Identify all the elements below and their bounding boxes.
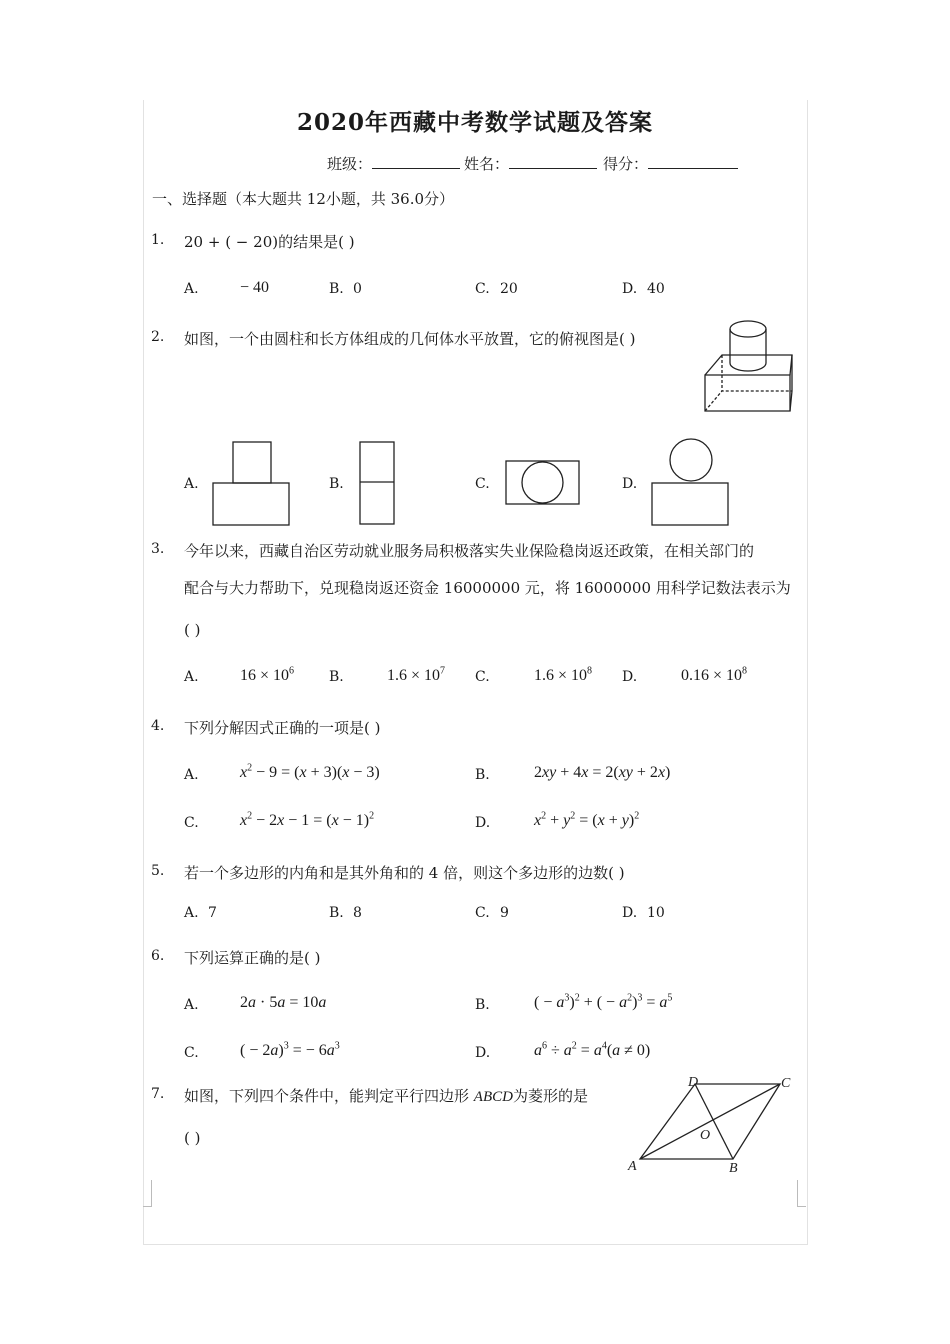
option-formula: $a^6 \div a^2 = a^4(a \ne 0)$ [534, 1040, 651, 1059]
outer-rect [506, 461, 579, 504]
score-label: 得分： [603, 155, 649, 173]
cylinder-bottom [730, 363, 766, 371]
rhombus-figure [625, 1072, 800, 1177]
bottom-rect [652, 483, 728, 525]
diagonal-ac [640, 1084, 780, 1159]
question-line: 配合与大力帮助下，兑现稳岗返还资金 16000000 元，将 16000000 用科学记数法表示为 [184, 579, 791, 597]
option-label: C. [184, 815, 199, 831]
question-line: 今年以来，西藏自治区劳动就业服务局积极落实失业保险稳岗返还政策，在相关部门的 [184, 542, 755, 560]
option-formula: $x^2 - 9 = (x + 3)(x - 3)$ [240, 762, 380, 781]
option-value: − 40 [240, 279, 270, 296]
question-number: 3. [151, 541, 165, 557]
option-value: 9 [500, 905, 509, 921]
option-label: B. [329, 905, 344, 921]
option-label: B. [329, 281, 344, 297]
option-formula: 2xy + 4x = 2(xy + 2x) [534, 764, 671, 781]
option-label: A. [184, 767, 199, 783]
option-label: D. [475, 815, 491, 831]
option-value: $1.6 \times 10^8$ [534, 665, 593, 684]
question-number: 5. [151, 863, 165, 879]
option-label: D. [475, 1045, 491, 1061]
question-text: 下列运算正确的是( ) [184, 949, 321, 967]
option-b-figure [359, 441, 395, 526]
name-label: 姓名： [464, 155, 510, 173]
cylinder-top [730, 321, 766, 337]
option-a-figure [212, 441, 290, 526]
name-blank[interactable] [509, 152, 597, 169]
option-c-figure [505, 460, 581, 506]
diagonal-bd [695, 1084, 733, 1159]
class-blank[interactable] [372, 152, 460, 169]
vertex-label-b: B [729, 1161, 738, 1176]
large-rect [213, 483, 289, 525]
option-formula: ( − 2a)$^3$ = − $6a^3$ [240, 1040, 340, 1059]
name-field [464, 152, 597, 174]
question-text: 如图，下列四个条件中，能判定平行四边形 ABCD为菱形的是 [184, 1087, 588, 1105]
option-value: $1.6 \times 10^7$ [387, 665, 446, 684]
option-formula: 2a · 5a = 10a [240, 994, 327, 1011]
question-text: 若一个多边形的内角和是其外角和的 4 倍，则这个多边形的边数( ) [184, 864, 625, 882]
tall-rect [360, 442, 394, 524]
option-value: 8 [353, 905, 362, 921]
question-number: 4. [151, 718, 165, 734]
top-circle [670, 439, 712, 481]
option-label: A. [184, 997, 199, 1013]
solid-figure [700, 315, 800, 415]
option-label: C. [475, 281, 490, 297]
box-hidden-edges [705, 391, 792, 411]
option-label: B. [329, 476, 344, 492]
option-label: A. [184, 476, 199, 492]
small-square [233, 442, 271, 483]
section-heading: 一、选择题（本大题共 12小题，共 36.0分） [152, 190, 455, 208]
option-label: D. [622, 669, 638, 685]
option-label: C. [184, 1045, 199, 1061]
option-label: A. [184, 669, 199, 685]
crop-mark-left [143, 1180, 152, 1207]
option-label: B. [329, 669, 344, 685]
option-value: 0 [353, 281, 362, 297]
option-value: $0.16 \times 10^8$ [681, 665, 748, 684]
option-value: 40 [647, 281, 665, 297]
option-label: B. [475, 997, 490, 1013]
option-formula: $x^2 + y^2 = (x + y)^2$ [534, 810, 640, 829]
question-text: 如图，一个由圆柱和长方体组成的几何体水平放置，它的俯视图是( ) [184, 330, 636, 348]
answer-paren: ( ) [184, 621, 201, 639]
answer-paren: ( ) [184, 1129, 201, 1147]
option-label: C. [475, 669, 490, 685]
vertex-label-a: A [628, 1159, 637, 1174]
question-number: 2. [151, 329, 165, 345]
option-value: $16 \times 10^6$ [240, 665, 295, 684]
document-title: 2020年西藏中考数学试题及答案 [296, 109, 653, 136]
box-front-face [705, 375, 790, 411]
option-d-figure [651, 438, 731, 528]
option-formula: $x^2 - 2x - 1 = (x - 1)^2$ [240, 810, 375, 829]
option-label: D. [622, 476, 638, 492]
vertex-label-o: O [700, 1128, 711, 1143]
crop-mark-right [797, 1180, 806, 1207]
inner-circle [522, 462, 563, 503]
question-number: 1. [151, 232, 165, 248]
score-field [603, 152, 738, 174]
option-label: A. [184, 281, 199, 297]
score-blank[interactable] [648, 152, 738, 169]
option-formula: ( − $a^3)^2$ + ( − $a^2)^3 = a^5$ [534, 992, 673, 1011]
option-label: B. [475, 767, 490, 783]
option-label: D. [622, 281, 638, 297]
class-field [327, 152, 460, 174]
option-label: C. [475, 476, 490, 492]
option-label: C. [475, 905, 490, 921]
question-text: 下列分解因式正确的一项是( ) [184, 719, 381, 737]
option-value: 20 [500, 281, 518, 297]
option-value: 7 [208, 905, 217, 921]
vertex-label-d: D [688, 1075, 699, 1090]
question-number: 7. [151, 1086, 165, 1102]
vertex-label-c: C [781, 1076, 791, 1091]
question-number: 6. [151, 948, 165, 964]
option-label: D. [622, 905, 638, 921]
option-value: 10 [647, 905, 665, 921]
class-label: 班级： [327, 155, 373, 173]
question-text: 20 + ( − 20)的结果是( ) [184, 233, 355, 251]
option-label: A. [184, 905, 199, 921]
box-top-face [705, 355, 792, 375]
